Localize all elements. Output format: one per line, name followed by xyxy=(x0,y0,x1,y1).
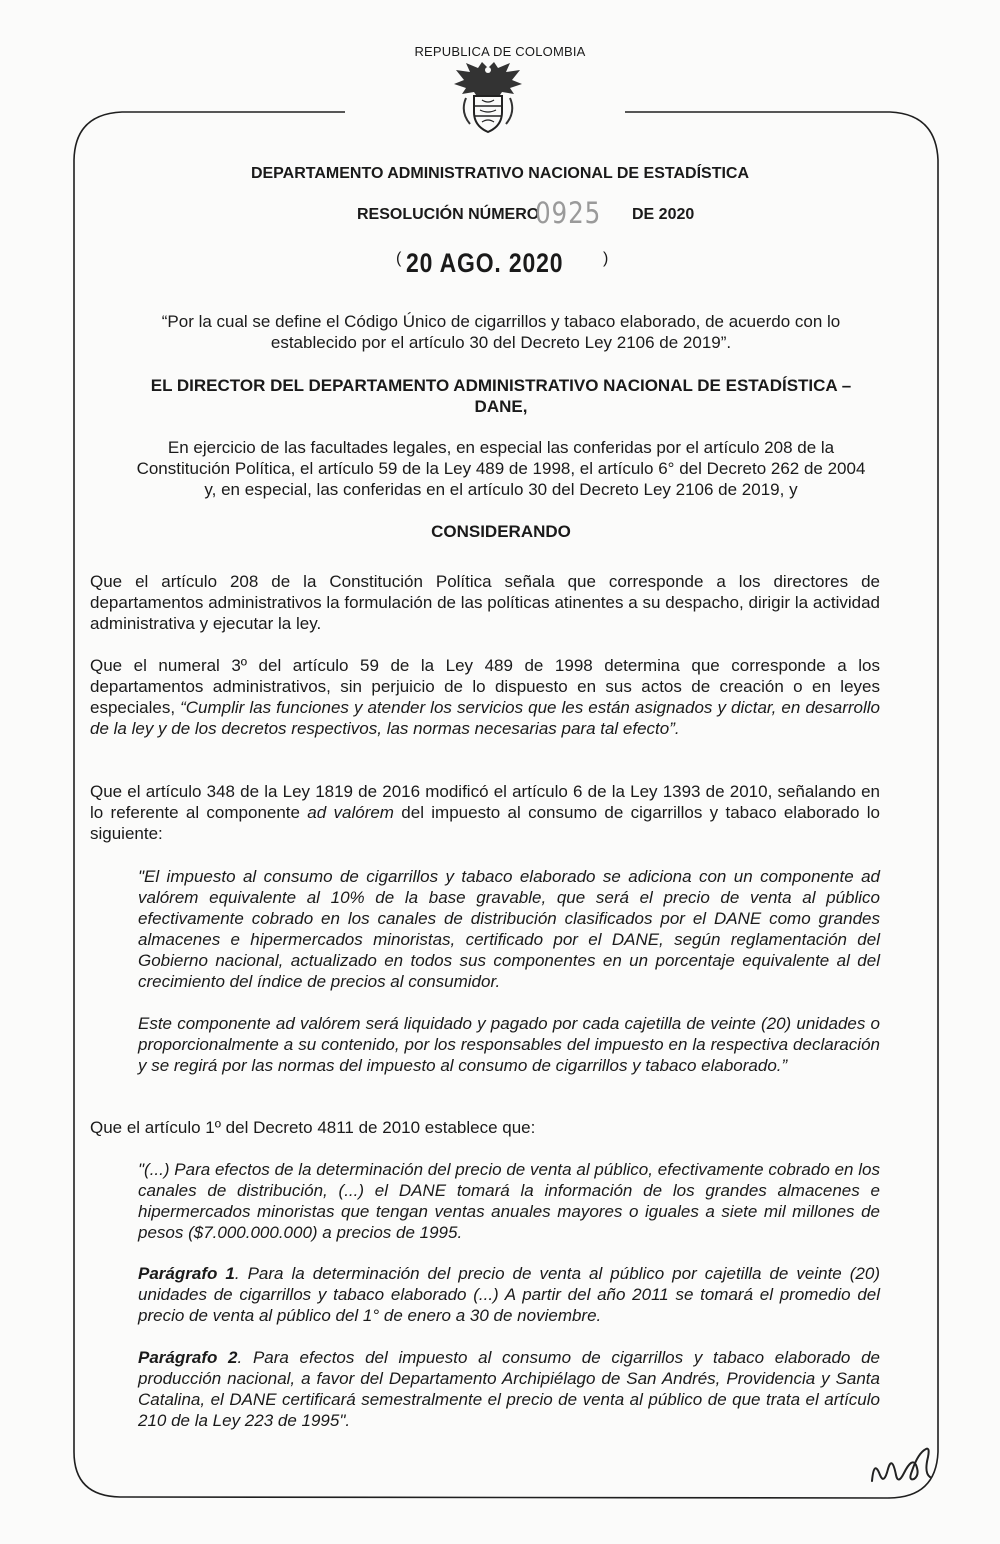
resolution-number: 0925 xyxy=(535,196,602,230)
paragraph-art-208: Que el artículo 208 de la Constitución Política señala que corresponde a los directores de departamentos administrativos la formulación de las políticas atinentes a su despacho, dirigir la actividad administrativa y ejecutar la ley. xyxy=(90,572,880,633)
quote-paragrafo-1 xyxy=(138,1263,880,1326)
legal-faculties xyxy=(90,437,912,500)
entity-name: DEPARTAMENTO ADMINISTRATIVO NACIONAL DE ESTADÍSTICA xyxy=(250,165,750,182)
subject-line-1: “Por la cual se define el Código Único de cigarrillos y tabaco elaborado, de acuerdo con lo xyxy=(161,312,841,331)
paragraph-ley-489 xyxy=(90,655,880,739)
paragrafo-2-text: . Para efectos del impuesto al consumo de cigarrillos y tabaco elaborado de producción nacional, a favor del Departamento Archipiélago de San Andrés, Providencia y Santa Catalina, el DANE certificará semestralmente el precio de venta al público de que trata el artículo 210 de la Ley 223 de 1995". xyxy=(138,1348,880,1430)
director-line-1: EL DIRECTOR DEL DEPARTAMENTO ADMINISTRATIVO NACIONAL DE ESTADÍSTICA – xyxy=(150,376,852,395)
quote-paragrafo-2 xyxy=(138,1347,880,1431)
paragraph-ley-1819 xyxy=(90,781,880,844)
resolution-label: RESOLUCIÓN NÚMERO xyxy=(357,206,540,223)
paragrafo-2-label: Parágrafo 2 xyxy=(138,1348,238,1367)
p2-lead: Que el numeral 3º del artículo 59 de la Ley 489 de 1998 determina que corresponde a los departamentos administrativos, sin perjuicio de lo dispuesto en sus actos de creación o en leyes especiales, xyxy=(90,656,880,717)
resolution-year: DE 2020 xyxy=(632,206,695,223)
faculties-line-2: Constitución Política, el artículo 59 de la Ley 489 de 1998, el artículo 6° del Decreto 262 de 2004 xyxy=(136,459,866,478)
faculties-line-3: y, en especial, las conferidas en el artículo 30 del Decreto Ley 2106 de 2019, y xyxy=(204,480,798,499)
subject-line-2: establecido por el artículo 30 del Decreto Ley 2106 de 2019”. xyxy=(270,333,732,352)
country-name: REPUBLICA DE COLOMBIA xyxy=(414,44,586,59)
date-stamp: 20 AGO. 2020 xyxy=(406,248,564,278)
p3-lead: Que el artículo 348 de la Ley 1819 de 2016 modificó el artículo 6 de la Ley 1393 de 2010, señalando en lo referente al componente xyxy=(90,782,880,822)
director-line-2: DANE, xyxy=(474,397,528,416)
handwritten-initials xyxy=(868,1445,936,1487)
considerando-heading: CONSIDERANDO xyxy=(431,522,571,541)
p3-tail: del impuesto al consumo de cigarrillos y tabaco elaborado lo siguiente: xyxy=(90,803,880,843)
paragraph-decreto-4811: Que el artículo 1º del Decreto 4811 de 2010 establece que: xyxy=(90,1118,536,1137)
quote-precio-venta: "(...) Para efectos de la determinación del precio de venta al público, efectivamente cobrado en los canales de distribución, (...) el DANE tomará la información de los grandes almacenes e hipermercados minoristas que tengan ventas anuales mayores o iguales a siete mil millones de pesos ($7.000.000.000) a precios de 1995. xyxy=(138,1160,880,1242)
director-heading xyxy=(90,375,912,417)
quote-impuesto: "El impuesto al consumo de cigarrillos y tabaco elaborado se adiciona con un componente ad valórem equivalente al 10% de la base gravable, que será el precio de venta al público efectivamente cobrado en los canales de distribución clasificados por el DANE como grandes almacenes e hipermercados minoristas, certificado por el DANE, según reglamentación del Gobierno nacional, actualizado en todos sus componentes en un porcentaje equivalente al del crecimiento del índice de precios al consumidor. xyxy=(138,867,880,991)
coat-of-arms-seal xyxy=(452,60,524,136)
p2-quote: “Cumplir las funciones y atender los servicios que les están asignados y dictar, en desarrollo de la ley y de los decretos respectivos, las normas necesarias para tal efecto”. xyxy=(90,698,880,738)
paragrafo-1-label: Parágrafo 1 xyxy=(138,1264,235,1283)
paragrafo-1-text: . Para la determinación del precio de venta al público por cajetilla de veinte (20) unidades de cigarrillos y tabaco elaborado (...) A partir del año 2011 se tomará el promedio del precio de venta al público del 1° de enero a 30 de noviembre. xyxy=(138,1264,880,1325)
date-close-paren: ) xyxy=(603,250,609,267)
p3-italic: ad valórem xyxy=(307,803,394,822)
resolution-subject xyxy=(90,311,912,353)
quote-componente: Este componente ad valórem será liquidado y pagado por cada cajetilla de veinte (20) unidades o proporcionalmente a su contenido, por los responsables del impuesto en la respectiva declaración y se regirá por las normas del impuesto al consumo de cigarrillos y tabaco elaborado.” xyxy=(138,1014,880,1075)
date-open-paren: ( xyxy=(396,250,402,267)
faculties-line-1: En ejercicio de las facultades legales, en especial las conferidas por el artículo 208 de la xyxy=(167,438,835,457)
